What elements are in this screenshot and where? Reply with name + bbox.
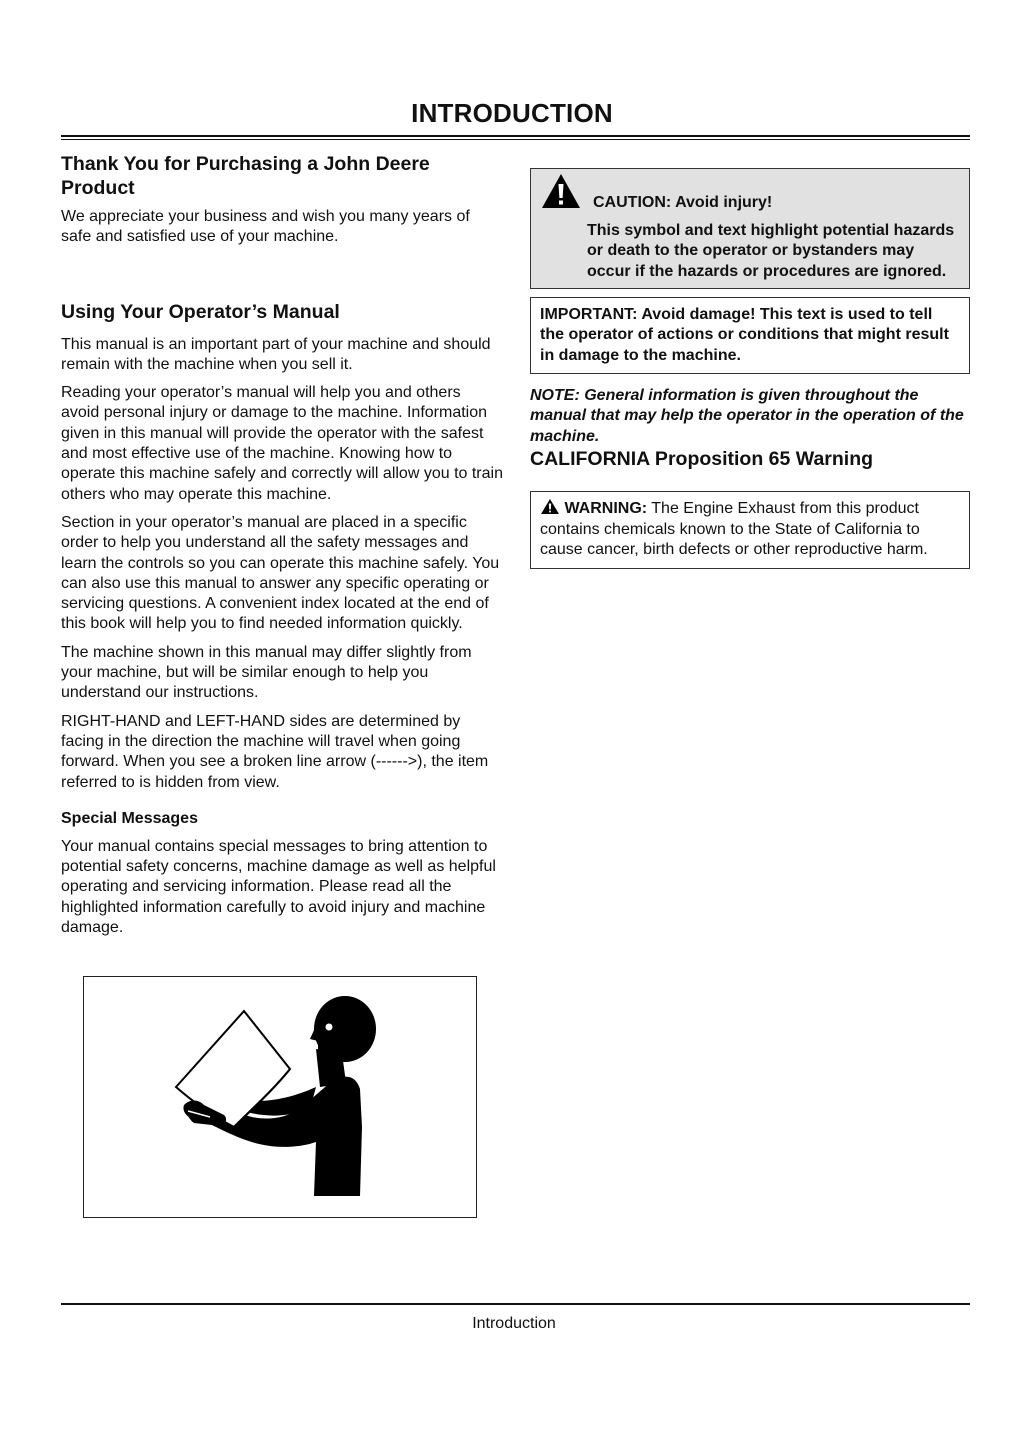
manual-paragraph: Reading your operator’s manual will help you and others avoid personal injury or damage to the machine. Information given in this manual will provide the operator with the safest and most effective use of the machine. Knowing how to operate this machine safely and correctly will allow you to train others who may operate this machine. <box>61 384 503 503</box>
page-title: INTRODUCTION <box>411 98 613 128</box>
manual-paragraph: Section in your operator’s manual are placed in a specific order to help you understand all the safety messages and learn the controls so you can operate this machine safely. You can also use this manual to answer any specific operating or servicing questions. A convenient index located at the end of this book will help you to find needed information quickly. <box>61 513 500 633</box>
manual-paragraph: This manual is an important part of your machine and should remain with the machine when you sell it. <box>61 335 491 373</box>
caution-box <box>530 168 970 289</box>
important-box <box>530 297 970 374</box>
warning-triangle-icon <box>540 172 582 210</box>
prop65-warning-label: WARNING: <box>564 500 648 518</box>
special-messages-text: Your manual contains special messages to bring attention to potential safety concerns, machine damage as well as helpful operating and servicing information. Please read all the highlighted information carefully to avoid injury and machine damage. <box>61 837 496 937</box>
manual-paragraph: RIGHT-HAND and LEFT-HAND sides are determined by facing in the direction the machine will travel when going forward. When you see a broken line arrow (------>), the item referred to is hidden from view. <box>61 712 489 791</box>
manual-paragraph: The machine shown in this manual may differ slightly from your machine, but will be similar enough to help you understand our instructions. <box>61 643 472 702</box>
header-rule-thin <box>61 139 970 140</box>
caution-title: CAUTION: Avoid injury! <box>593 194 773 211</box>
prop65-warning-text: The Engine Exhaust from this product contains chemicals known to the State of California to cause cancer, birth defects or other reproductive harm. <box>540 500 928 558</box>
footer-section-label: Introduction <box>472 1315 556 1332</box>
thank-you-heading: Thank You for Purchasing a John Deere Product <box>61 153 430 199</box>
left-column <box>61 152 503 938</box>
person-reading-manual-icon <box>84 977 478 1219</box>
note-text: NOTE: General information is given throughout the manual that may help the operator in the operation of the machine. <box>530 386 964 445</box>
person-reading-manual-illustration <box>83 976 477 1218</box>
special-messages-heading: Special Messages <box>61 809 198 827</box>
caution-text: This symbol and text highlight potential hazards or death to the operator or bystanders may occur if the hazards or procedures are ignored. <box>587 222 955 280</box>
warning-triangle-icon <box>540 498 560 515</box>
manual-heading: Using Your Operator’s Manual <box>61 300 340 323</box>
prop65-heading: CALIFORNIA Proposition 65 Warning <box>530 448 874 471</box>
footer-rule <box>61 1303 970 1305</box>
right-column <box>530 168 970 569</box>
thank-you-text: We appreciate your business and wish you many years of safe and satisfied use of your machine. <box>61 208 470 246</box>
important-text: IMPORTANT: Avoid damage! This text is used to tell the operator of actions or conditions that might result in damage to the machine. <box>540 306 949 364</box>
header-rule <box>61 135 970 137</box>
prop65-warning-box <box>530 491 970 569</box>
